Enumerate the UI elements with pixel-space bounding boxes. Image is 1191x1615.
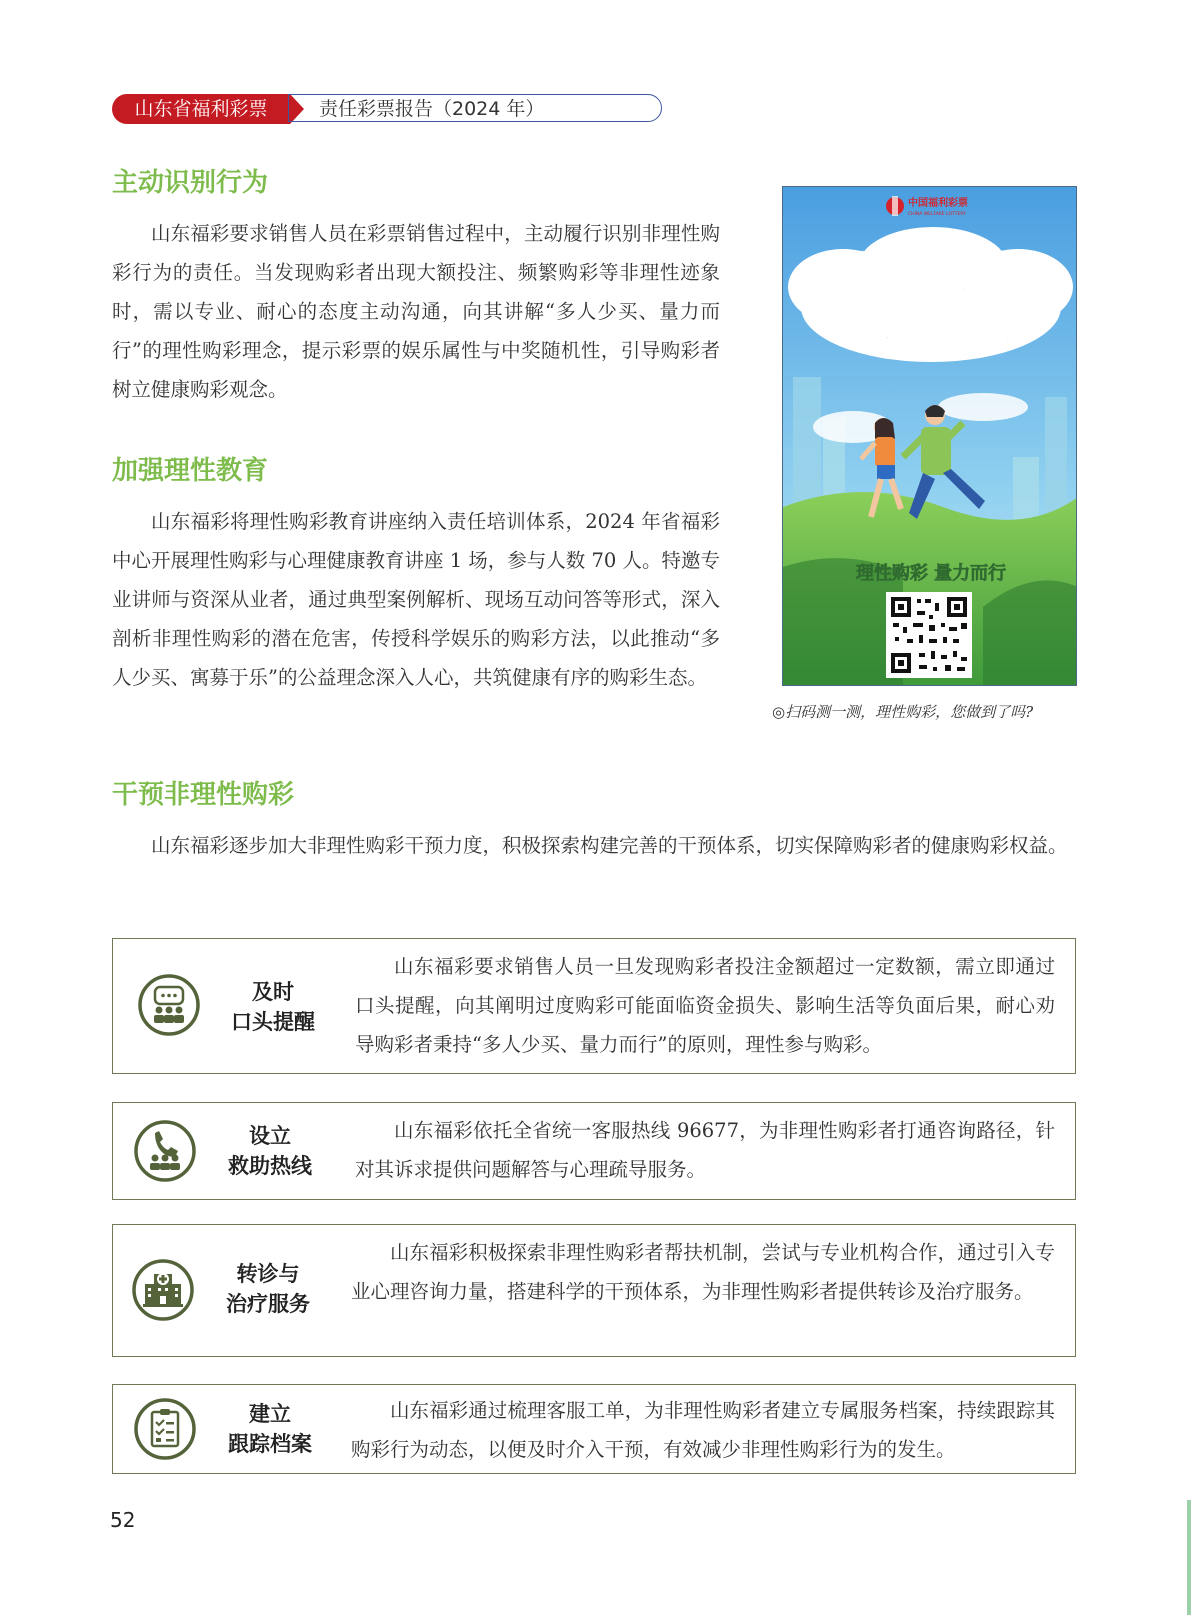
section-paragraph-intervention: 山东福彩逐步加大非理性购彩干预力度，积极探索构建完善的干预体系，切实保障购彩者的健康购彩权益。 [151,834,1068,857]
measure-box-treatment [112,1224,1076,1357]
measure-box-reminder [112,938,1076,1074]
poster-title-line1: 理性购彩 [846,248,1016,297]
poster-caption: ◎扫码测一测，理性购彩，您做到了吗? [772,703,1034,721]
checklist-icon [133,1397,197,1461]
poster-logo-text: 中国福利彩票 [908,198,968,209]
measure-title-reminder: 及时 口头提醒 [231,980,315,1034]
measure-text-hotline: 山东福彩依托全省统一客服热线 96677，为非理性购彩者打通咨询路径，针对其诉求提供问题解答与心理疏导服务。 [355,1119,1055,1181]
measure-box-archive [112,1384,1076,1474]
risk-test-poster [782,186,1077,686]
section-heading-intervention: 干预非理性购彩 [112,780,295,810]
report-title: 责任彩票报告（2024 年） [288,94,662,122]
measure-title-archive: 建立 跟踪档案 [228,1402,312,1456]
poster-slogan: 理性购彩 量力而行 [855,563,1007,584]
section-heading-identify: 主动识别行为 [112,168,269,198]
measure-text-treatment: 山东福彩积极探索非理性购彩者帮扶机制，尝试与专业机构合作，通过引入专业心理咨询力量，搭建科学的干预体系，为非理性购彩者提供转诊及治疗服务。 [351,1241,1055,1303]
speech-group-icon [137,973,201,1037]
section-heading-education: 加强理性教育 [112,456,269,486]
section-paragraph-education: 山东福彩将理性购彩教育讲座纳入责任培训体系，2024 年省福彩中心开展理性购彩与心理健康教育讲座 1 场，参与人数 70 人。特邀专业讲师与资深从业者，通过典型案例解析、现场互动问答等形式，深入剖析非理性购彩的潜在危害，传授科学娱乐的购彩方法，以此推动“多人少买、寓募于乐”的公益理念深入人心，共筑健康有序的购彩生态。 [112,510,721,689]
hospital-icon [131,1258,195,1322]
qr-code[interactable] [886,592,972,678]
brand-tab: 山东省福利彩票 [112,94,290,124]
section-paragraph-identify: 山东福彩要求销售人员在彩票销售过程中，主动履行识别非理性购彩行为的责任。当发现购彩者出现大额投注、频繁购彩等非理性迹象时，需以专业、耐心的态度主动沟通，向其讲解“多人少买、量力而行”的理性购彩理念，提示彩票的娱乐属性与中奖随机性，引导购彩者树立健康购彩观念。 [112,222,720,401]
measure-title-hotline: 设立 救助热线 [228,1124,312,1178]
measure-text-archive: 山东福彩通过梳理客服工单，为非理性购彩者建立专属服务档案，持续跟踪其购彩行为动态，以便及时介入干预，有效减少非理性购彩行为的发生。 [351,1399,1055,1461]
page-edge-decoration [1187,1500,1191,1615]
page-number: 52 [110,1508,136,1532]
phone-group-icon [133,1119,197,1183]
measure-text-reminder: 山东福彩要求销售人员一旦发现购彩者投注金额超过一定数额，需立即通过口头提醒，向其阐明过度购彩可能面临资金损失、影响生活等负面后果，耐心劝导购彩者秉持“多人少买、量力而行”的原则，理性参与购彩。 [355,955,1055,1056]
measure-box-hotline [112,1102,1076,1200]
measure-title-treatment: 转诊与 治疗服务 [226,1262,310,1316]
poster-title-line2: 风险测试 [851,301,1011,347]
poster-logo-sub: CHINA WELFARE LOTTERY [908,212,966,217]
